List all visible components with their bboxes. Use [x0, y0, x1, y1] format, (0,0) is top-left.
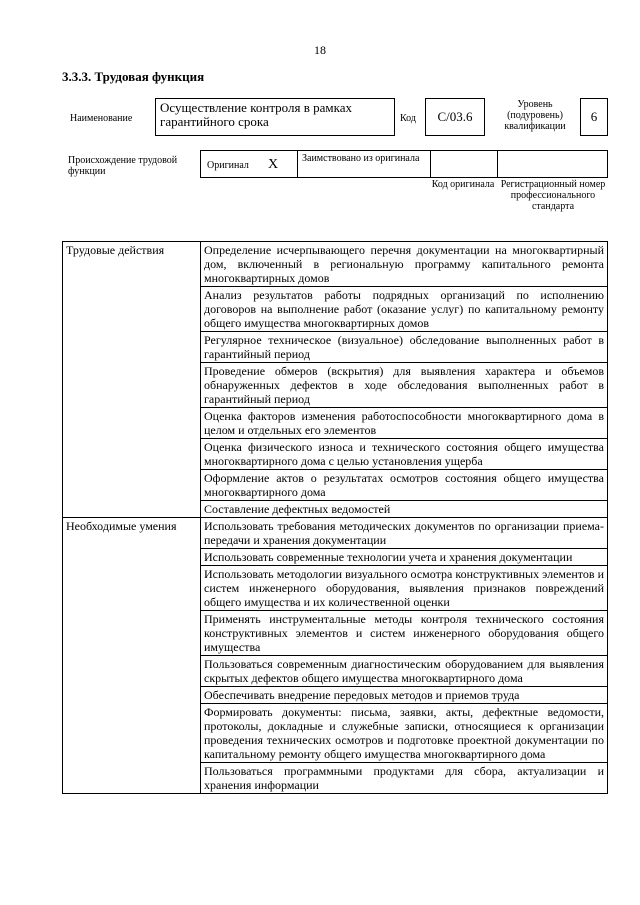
origin-table	[200, 150, 608, 178]
code-label: Код	[400, 113, 416, 124]
table-item: Составление дефектных ведомостей	[201, 501, 608, 518]
category-cell	[63, 656, 201, 687]
borrowed-cell	[297, 150, 431, 178]
category-cell	[63, 501, 201, 518]
code-original-caption: Код оригинала	[431, 179, 495, 190]
reg-number-caption: Регистрационный номер профессионального стандарта	[500, 179, 606, 212]
category-cell	[63, 566, 201, 611]
category-cell	[63, 611, 201, 656]
table-row	[63, 704, 608, 763]
table-row	[63, 518, 608, 549]
reg-number-cell	[497, 150, 608, 178]
qualification-level-box: 6	[580, 98, 608, 136]
table-row	[63, 687, 608, 704]
table-row	[63, 566, 608, 611]
table-body	[63, 242, 608, 794]
original-mark: X	[268, 157, 279, 172]
table-item: Использовать требования методических документов по организации приема-передачи и хранения документации	[201, 518, 608, 549]
table-row	[63, 763, 608, 794]
table-row	[63, 363, 608, 408]
table-row	[63, 332, 608, 363]
name-label: Наименование	[70, 113, 133, 124]
category-cell	[63, 332, 201, 363]
table-row	[63, 656, 608, 687]
category-cell	[63, 687, 201, 704]
table-row	[63, 501, 608, 518]
category-cell	[63, 363, 201, 408]
table-row	[63, 408, 608, 439]
category-cell	[63, 549, 201, 566]
table-item: Использовать современные технологии учета и хранения документации	[201, 549, 608, 566]
table-row	[63, 549, 608, 566]
table-item: Обеспечивать внедрение передовых методов и приемов труда	[201, 687, 608, 704]
table-item: Пользоваться программными продуктами для сбора, актуализации и хранения информации	[201, 763, 608, 794]
table-item: Проведение обмеров (вскрытия) для выявления характера и объемов обнаруженных дефектов в ходе обследования выполненных работ в гарантийный период	[201, 363, 608, 408]
category-cell	[63, 287, 201, 332]
table-item: Применять инструментальные методы контроля технического состояния конструктивных элементов и систем инженерного оборудования общего имущества	[201, 611, 608, 656]
category-cell	[63, 470, 201, 501]
table-item: Использовать методологии визуального осмотра конструктивных элементов и систем инженерного оборудования, выявления признаков повреждений общего имущества и их количественной оценки	[201, 566, 608, 611]
original-label: Оригинал	[207, 160, 249, 171]
labor-function-table	[62, 241, 608, 794]
table-item: Регулярное техническое (визуальное) обследование выполненных работ в гарантийный период	[201, 332, 608, 363]
table-item: Определение исчерпывающего перечня документации на многоквартирный дом, включенный в региональную программу капитального ремонта многоквартирных домов	[201, 242, 608, 287]
table-item: Оценка физического износа и технического состояния общего имущества многоквартирного дома с целью установления ущерба	[201, 439, 608, 470]
code-original-cell	[430, 150, 498, 178]
function-code-box: С/03.6	[425, 98, 485, 136]
level-label: Уровень (подуровень) квалификации	[504, 99, 566, 132]
function-name-box: Осуществление контроля в рамках гарантийного срока	[155, 98, 395, 136]
table-item: Анализ результатов работы подрядных организаций по исполнению договоров на выполнение работ (оказание услуг) по капитальному ремонту общего имущества многоквартирных домов	[201, 287, 608, 332]
page-number: 18	[314, 43, 326, 57]
category-cell	[63, 408, 201, 439]
table-row	[63, 470, 608, 501]
category-cell	[63, 763, 201, 794]
table-item: Пользоваться современным диагностическим оборудованием для выявления скрытых дефектов общего имущества многоквартирного дома	[201, 656, 608, 687]
table-row	[63, 287, 608, 332]
origin-label: Происхождение трудовой функции	[68, 155, 178, 177]
category-cell	[63, 704, 201, 763]
table-row	[63, 611, 608, 656]
category-label: Трудовые действия	[63, 242, 201, 287]
table-item: Оформление актов о результатах осмотров состояния общего имущества многоквартирного дома	[201, 470, 608, 501]
table-item: Формировать документы: письма, заявки, акты, дефектные ведомости, протоколы, докладные и служебные записки, относящиеся к организации проведения технических осмотров и подготовке проектной документации по капитальному ремонту общего имущества многоквартирного дома	[201, 704, 608, 763]
table-item: Оценка факторов изменения работоспособности многоквартирного дома в целом и отдельных его элементов	[201, 408, 608, 439]
category-cell	[63, 439, 201, 470]
table-row	[63, 439, 608, 470]
borrowed-label: Заимствовано из оригинала	[302, 153, 420, 164]
original-cell	[200, 150, 298, 178]
table-row	[63, 242, 608, 287]
category-label: Необходимые умения	[63, 518, 201, 549]
section-title: 3.3.3. Трудовая функция	[62, 69, 205, 84]
